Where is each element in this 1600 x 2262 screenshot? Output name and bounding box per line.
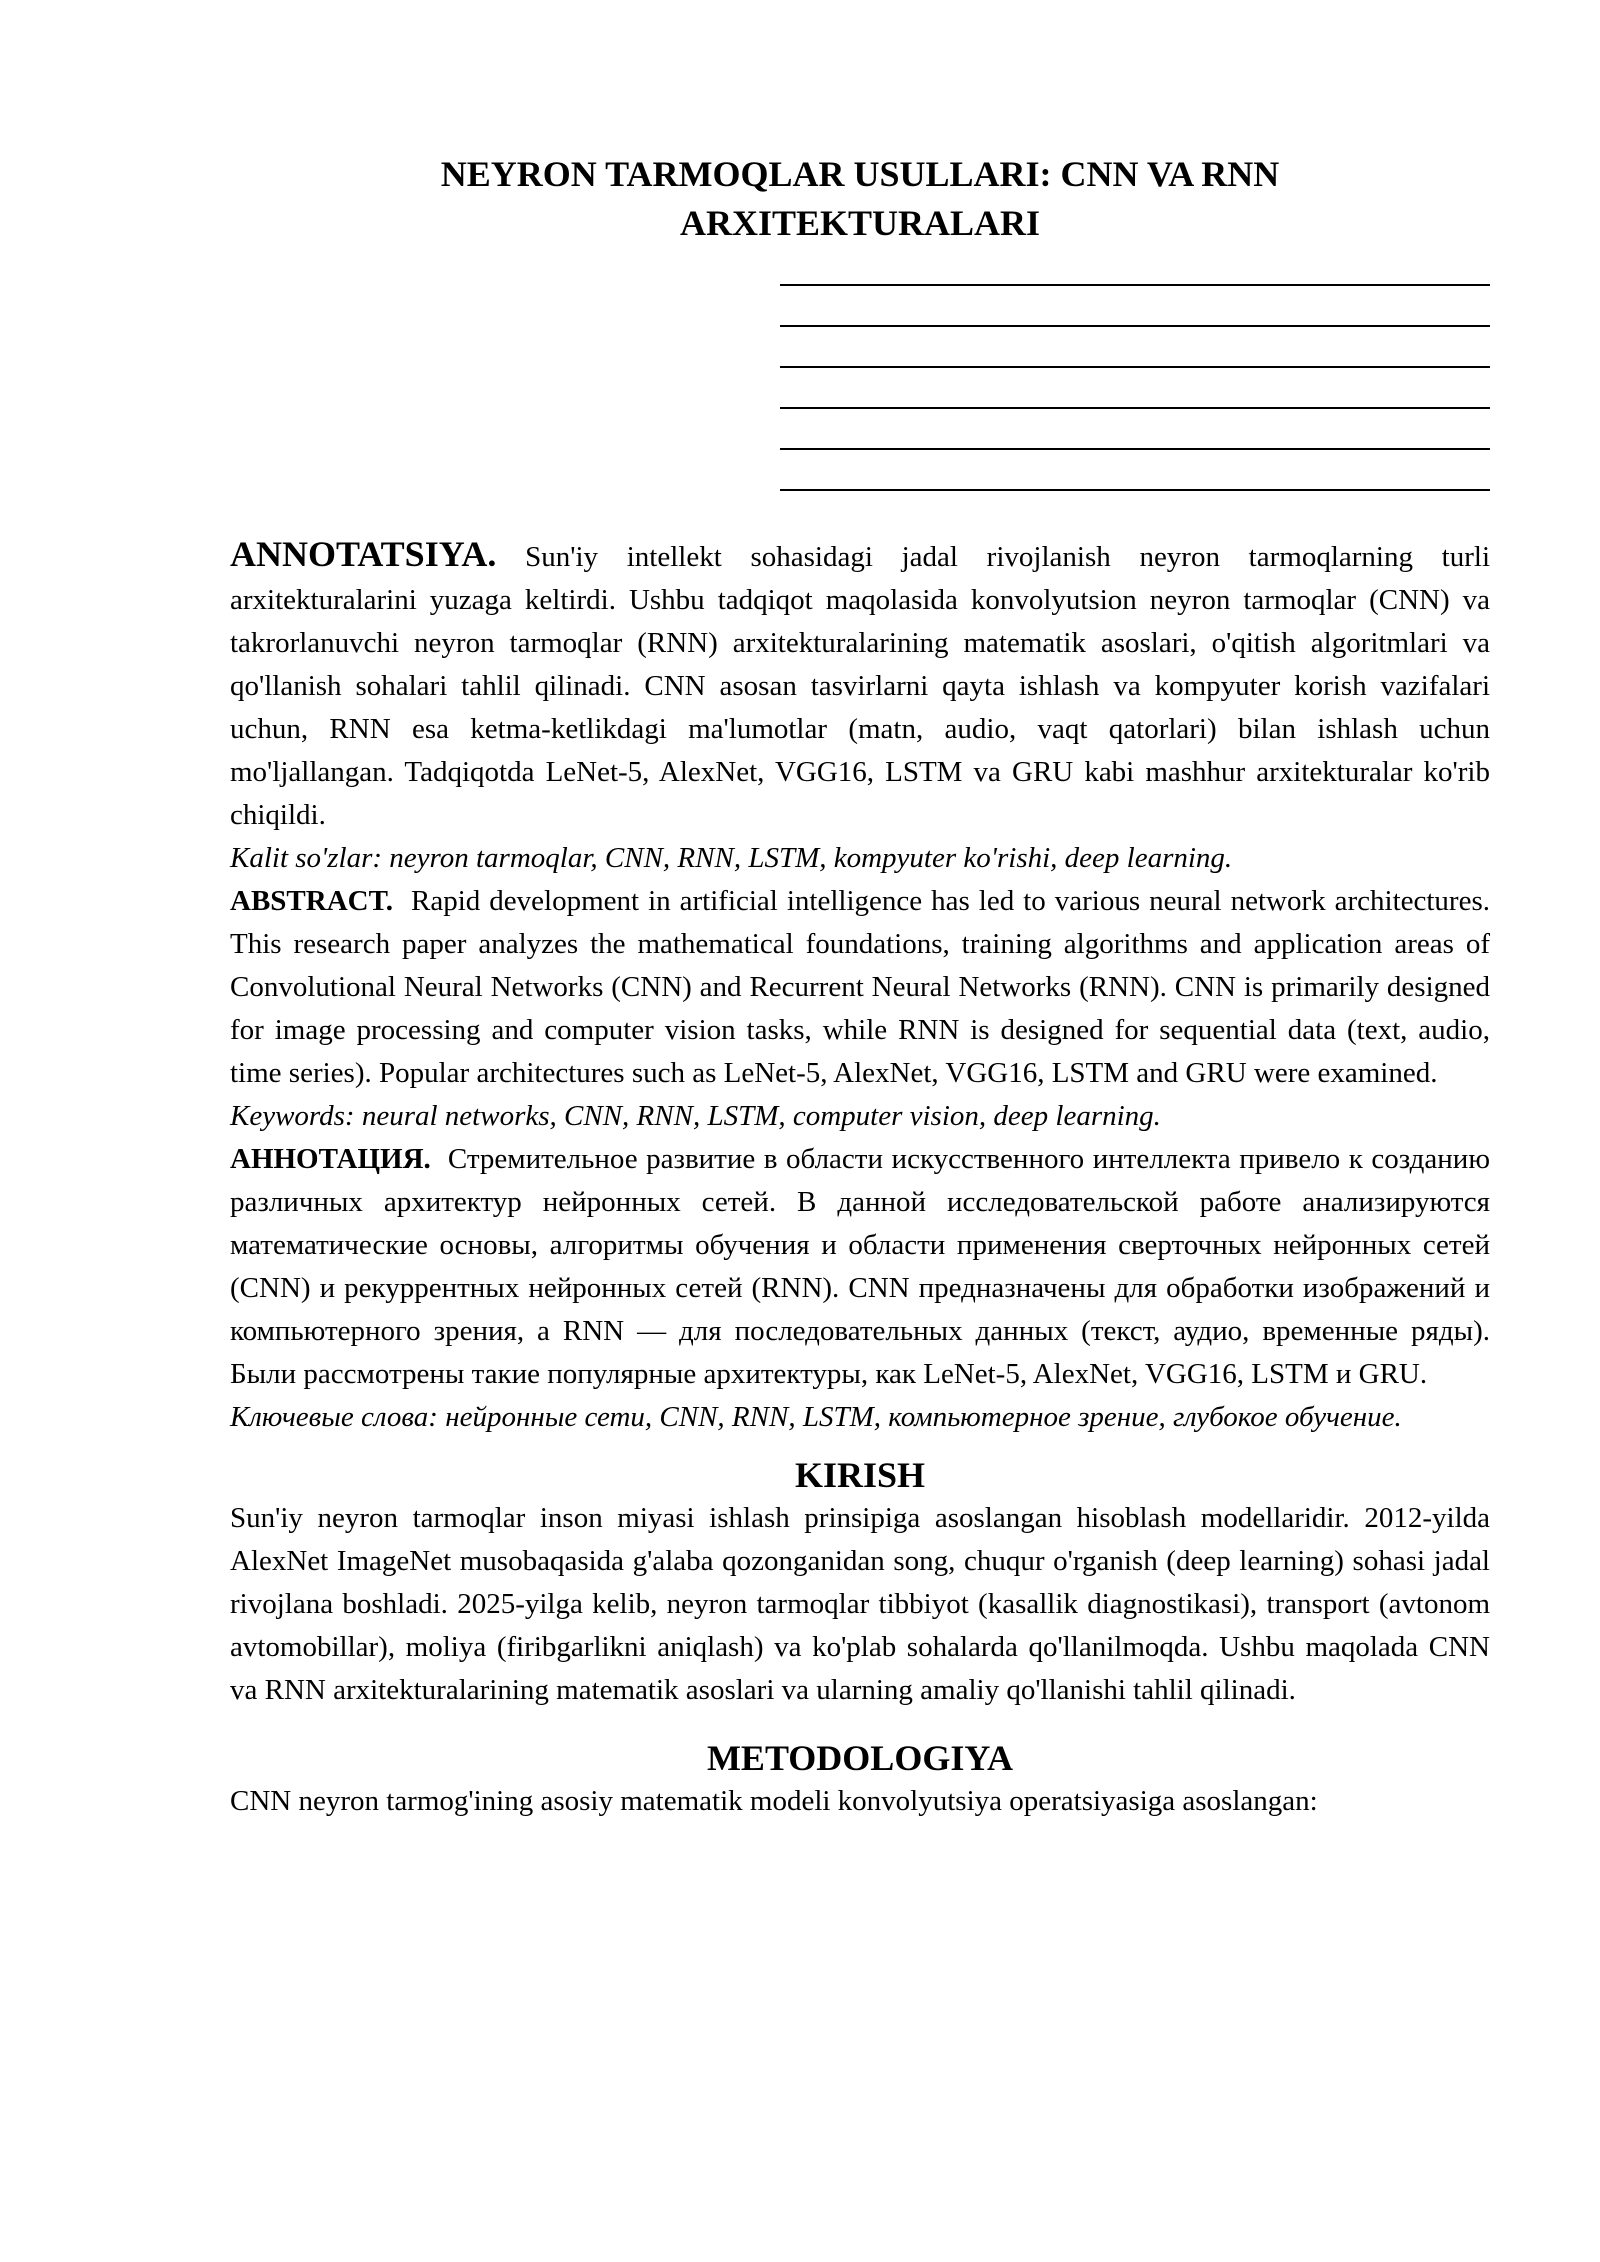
abstract-text: Rapid development in artificial intelligence has led to various neural network architectures. This research paper analyzes the mathematical foundations, training algorithms and application areas of Convolutional Neural Networks (CNN) and Recurrent Neural Networks (RNN). CNN is primarily designed for image processing and computer vision tasks, while RNN is designed for sequential data (text, audio, time series). Popular architectures such as LeNet-5, AlexNet, VGG16, LSTM and GRU were examined.	[230, 885, 1490, 1089]
annotatsiya-keywords: Kalit so'zlar: neyron tarmoqlar, CNN, RNN, LSTM, kompyuter ko'rishi, deep learning.	[230, 842, 1233, 874]
paper-title	[230, 150, 1490, 248]
kirish-heading: KIRISH	[794, 1455, 926, 1495]
annotatsiya-text: Sun'iy intellekt sohasidagi jadal rivojlanish neyron tarmoqlarning turli arxitekturalarini yuzaga keltirdi. Ushbu tadqiqot maqolasida konvolyutsion neyron tarmoqlar (CNN) va takrorlanuvchi neyron tarmoqlar (RNN) arxitekturalarining matematik asoslari, o'qitish algoritmlari va qo'llanish sohalari tahlil qilinadi. CNN asosan tasvirlarni qayta ishlash va kompyuter korish vazifalari uchun, RNN esa ketma-ketlikdagi ma'lumotlar (matn, audio, vaqt qatorlari) bilan ishlash uchun mo'ljallangan. Tadqiqotda LeNet-5, AlexNet, VGG16, LSTM va GRU kabi mashhur arxitekturalar ko'rib chiqildi.	[230, 541, 1490, 831]
paper-body	[230, 533, 1490, 1823]
kirish-paragraph: Sun'iy neyron tarmoqlar inson miyasi ishlash prinsipiga asoslangan hisoblash modellaridir. 2012-yilda AlexNet ImageNet musobaqasida g'alaba qozonganidan song, chuqur o'rganish (deep learning) sohasi jadal rivojlana boshladi. 2025-yilga kelib, neyron tarmoqlar tibbiyot (kasallik diagnostikasi), transport (avtonom avtomobillar), moliya (firibgarlikni aniqlash) va ko'plab sohalarda qo'llanilmoqda. Ushbu maqolada CNN va RNN arxitekturalarining matematik asoslari va ularning amaliy qo'llanishi tahlil qilinadi.	[230, 1502, 1490, 1706]
author-blank-line	[780, 450, 1490, 491]
author-blank-line	[780, 368, 1490, 409]
abstract-paragraph	[230, 880, 1490, 1095]
metodologiya-heading: METODOLOGIYA	[706, 1738, 1014, 1778]
annotatsiya-paragraph	[230, 533, 1490, 837]
author-info-blank-lines	[780, 284, 1490, 491]
annotatsiya-ru-label: АННОТАЦИЯ.	[230, 1143, 431, 1175]
annotatsiya-ru-paragraph	[230, 1138, 1490, 1396]
author-blank-line	[780, 286, 1490, 327]
paper-title-line-2: ARXITEKTURALARI	[679, 203, 1041, 243]
annotatsiya-ru-keywords: Ключевые слова: нейронные сети, CNN, RNN, LSTM, компьютерное зрение, глубокое обучение.	[230, 1401, 1402, 1433]
abstract-keywords: Keywords: neural networks, CNN, RNN, LSTM, computer vision, deep learning.	[230, 1100, 1161, 1132]
annotatsiya-ru-text: Стремительное развитие в области искусственного интеллекта привело к созданию различных архитектур нейронных сетей. В данной исследовательской работе анализируются математические основы, алгоритмы обучения и области применения сверточных нейронных сетей (CNN) и рекуррентных нейронных сетей (RNN). CNN предназначены для обработки изображений и компьютерного зрения, а RNN — для последовательных данных (текст, аудио, временные ряды). Были рассмотрены такие популярные архитектуры, как LeNet-5, AlexNet, VGG16, LSTM и GRU.	[230, 1143, 1490, 1390]
metodologiya-paragraph: CNN neyron tarmog'ining asosiy matematik modeli konvolyutsiya operatsiyasiga asoslangan:	[230, 1785, 1318, 1817]
author-blank-line	[780, 327, 1490, 368]
abstract-label: ABSTRACT.	[230, 885, 394, 917]
annotatsiya-label: ANNOTATSIYA.	[230, 534, 497, 574]
author-blank-line	[780, 409, 1490, 450]
paper-title-line-1: NEYRON TARMOQLAR USULLARI: CNN VA RNN	[440, 154, 1280, 194]
